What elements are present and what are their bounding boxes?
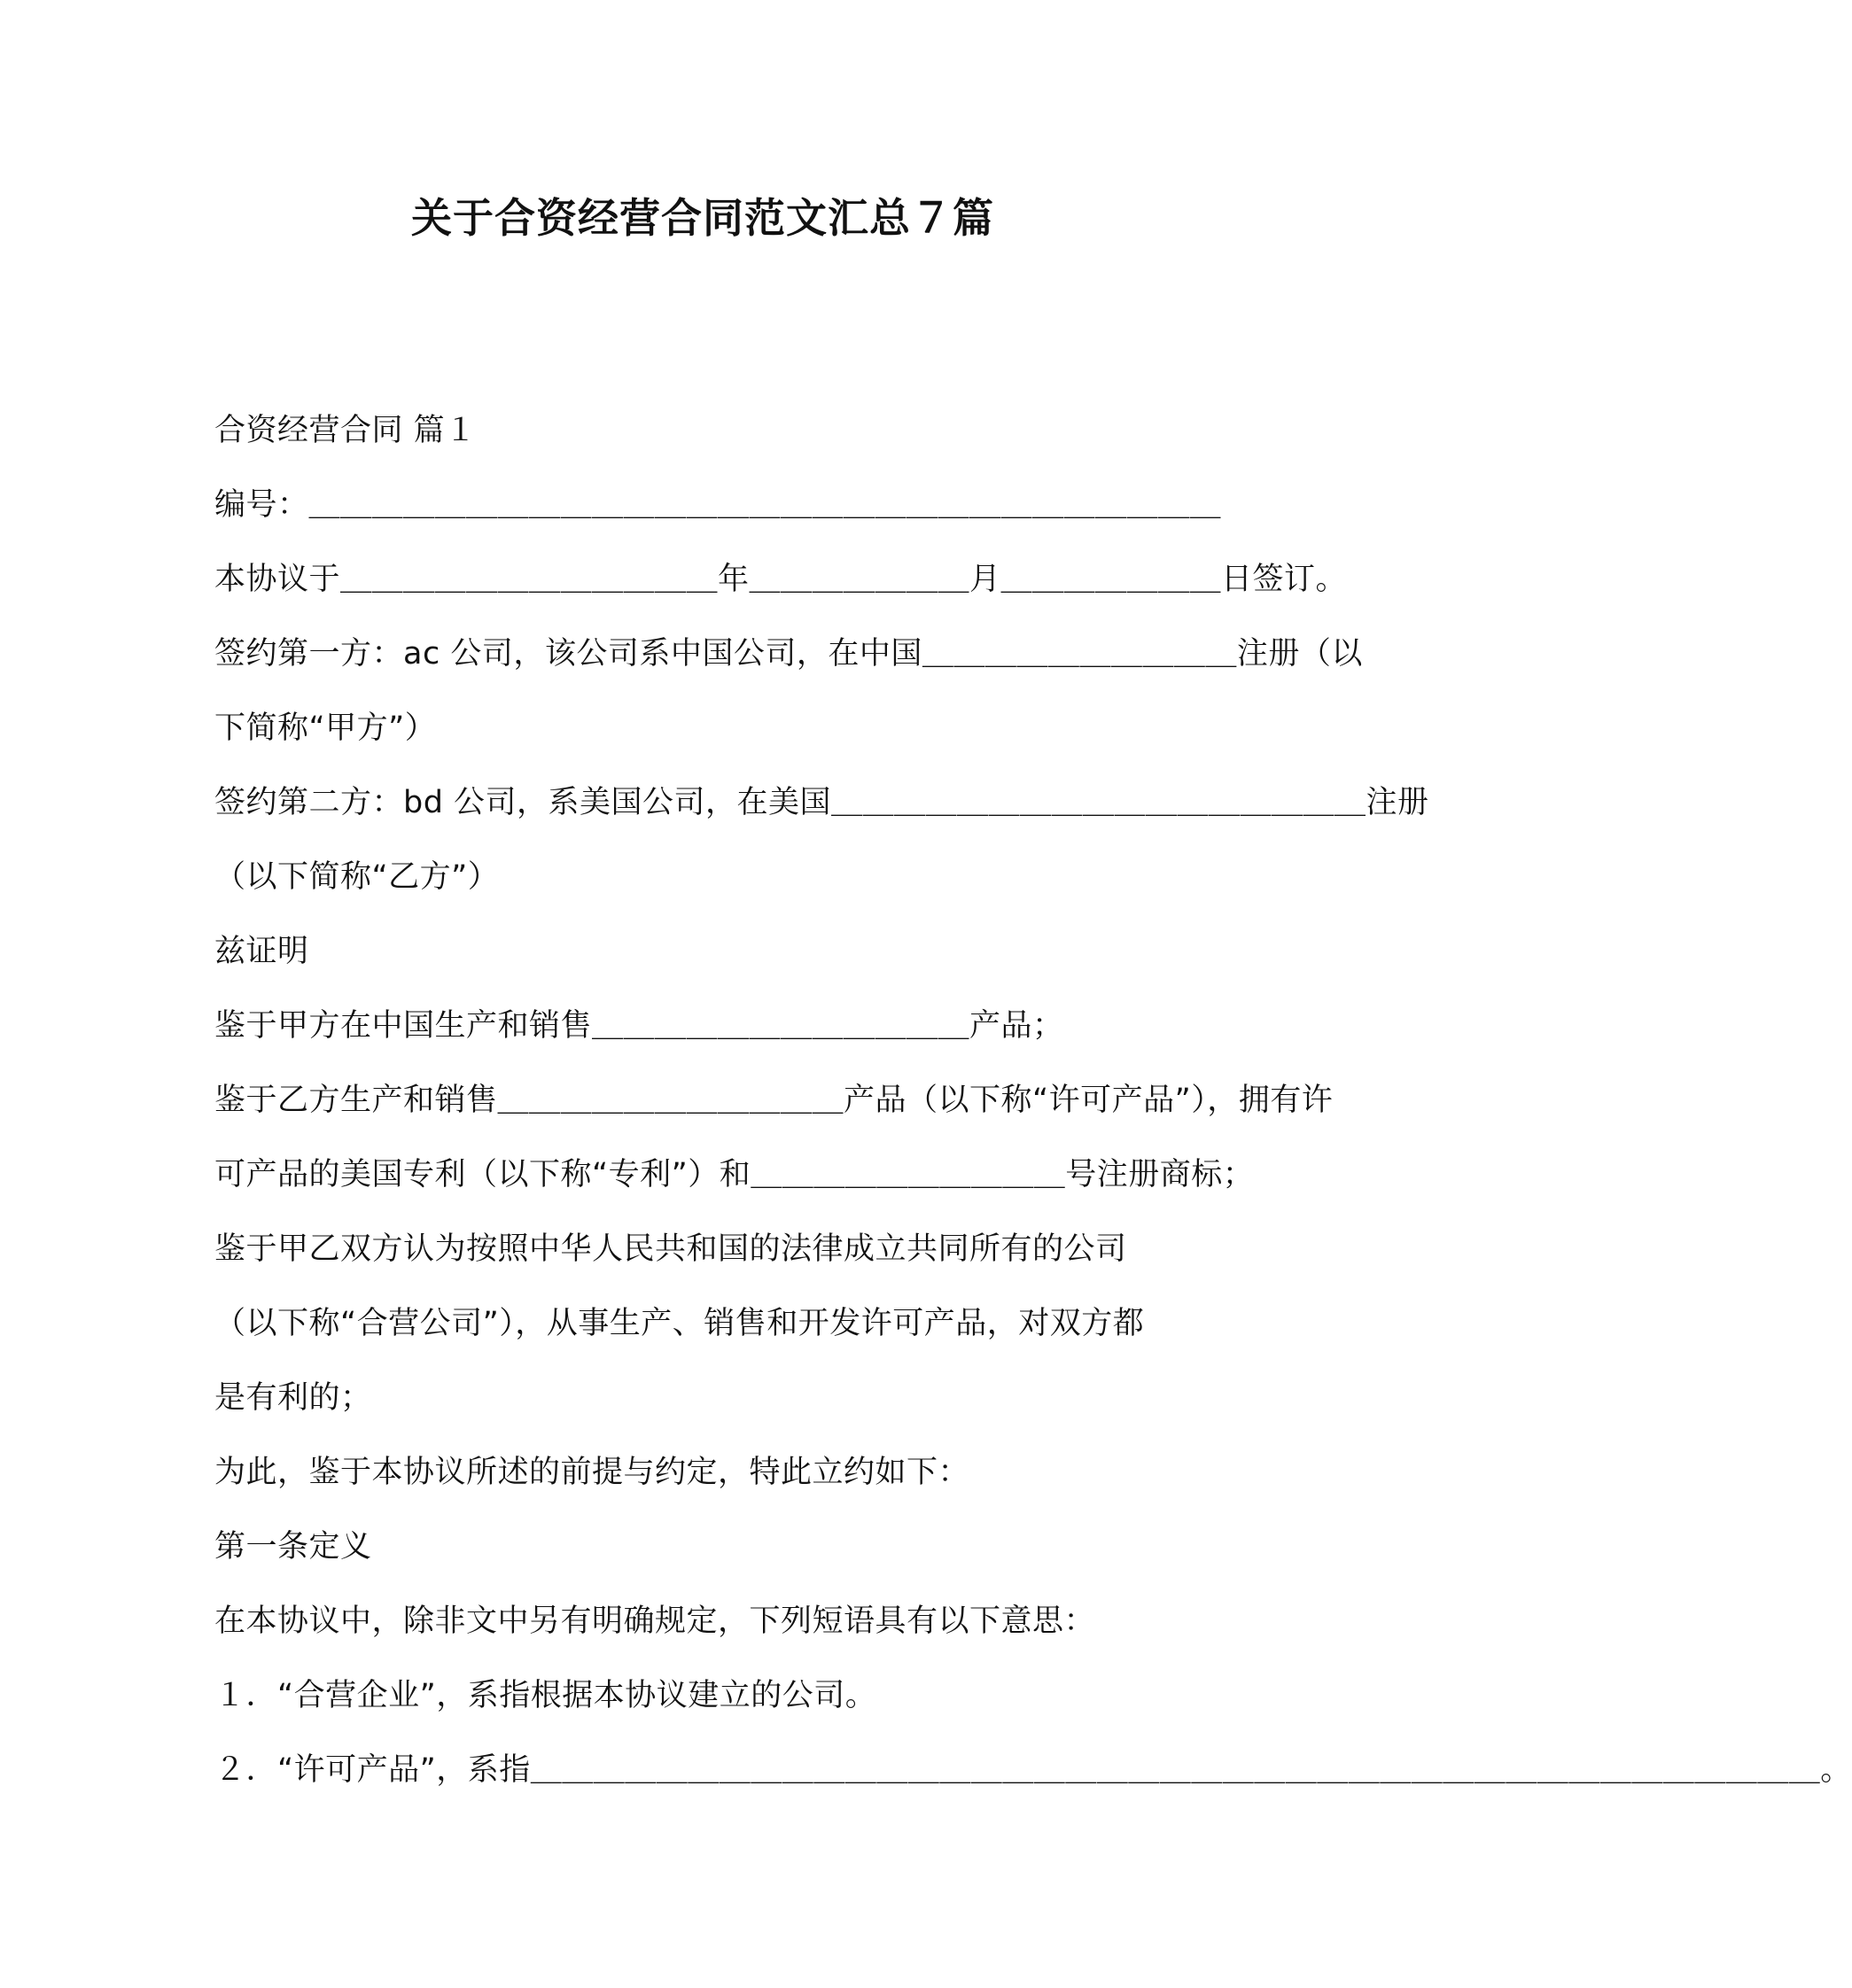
party-b-line-cont: （以下简称“乙方”）	[214, 859, 500, 895]
definition-item: １．“合营企业”，系指根据本协议建立的公司。	[214, 1678, 877, 1713]
signing-date-line: 本协议于＿＿＿＿＿＿＿＿＿＿＿＿年＿＿＿＿＿＿＿月＿＿＿＿＿＿＿日签订。	[214, 562, 1348, 597]
recital-line: 可产品的美国专利（以下称“专利”）和＿＿＿＿＿＿＿＿＿＿号注册商标；	[214, 1157, 1255, 1192]
definitions-intro: 在本协议中，除非文中另有明确规定，下列短语具有以下意思：	[214, 1604, 1096, 1639]
recital-line: 鉴于甲方在中国生产和销售＿＿＿＿＿＿＿＿＿＿＿＿产品；	[214, 1008, 1064, 1044]
party-a-line: 签约第一方：ac 公司，该公司系中国公司，在中国＿＿＿＿＿＿＿＿＿＿注册（以	[214, 636, 1363, 672]
agreement-line: 为此，鉴于本协议所述的前提与约定，特此立约如下：	[214, 1455, 970, 1490]
party-a-line-cont: 下简称“甲方”）	[214, 711, 437, 746]
recital-line: 鉴于甲乙双方认为按照中华人民共和国的法律成立共同所有的公司	[214, 1231, 1127, 1267]
section-heading: 合资经营合同 篇１	[214, 413, 477, 448]
contract-number-line: 编号：＿＿＿＿＿＿＿＿＿＿＿＿＿＿＿＿＿＿＿＿＿＿＿＿＿＿＿＿＿	[214, 487, 1222, 523]
witness-line: 兹证明	[214, 934, 309, 969]
document-body	[214, 393, 1852, 1807]
party-b-line: 签约第二方：bd 公司，系美国公司，在美国＿＿＿＿＿＿＿＿＿＿＿＿＿＿＿＿＿注册	[214, 785, 1429, 820]
document-title: 关于合资经营合同范文汇总７篇	[411, 194, 994, 242]
definition-item: ２．“许可产品”，系指＿＿＿＿＿＿＿＿＿＿＿＿＿＿＿＿＿＿＿＿＿＿＿＿＿＿＿＿＿＿＿＿＿＿＿＿＿＿＿＿＿。	[214, 1752, 1852, 1788]
recital-line: （以下称“合营公司”），从事生产、销售和开发许可产品，对双方都	[214, 1306, 1145, 1341]
recital-line: 是有利的；	[214, 1380, 372, 1416]
recital-line: 鉴于乙方生产和销售＿＿＿＿＿＿＿＿＿＿＿产品（以下称“许可产品”），拥有许	[214, 1083, 1334, 1118]
article-heading: 第一条定义	[214, 1529, 372, 1565]
